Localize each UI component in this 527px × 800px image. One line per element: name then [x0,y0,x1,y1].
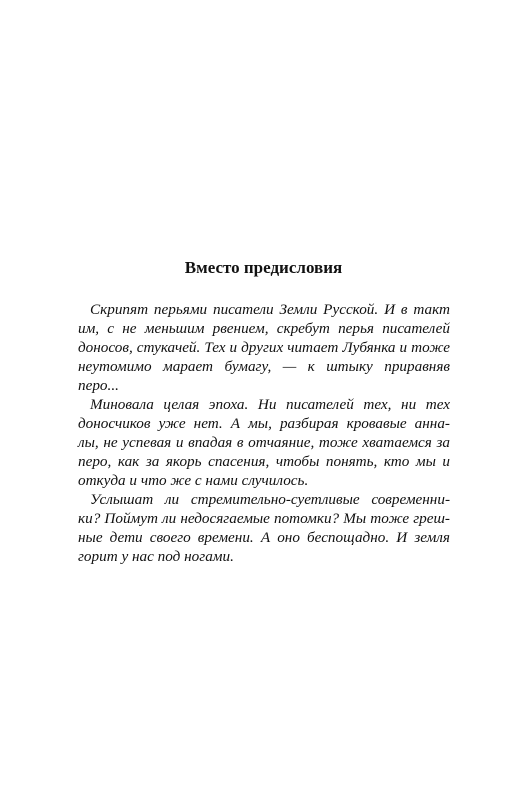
paragraph-3 [78,490,450,566]
text-line: им, с не меньшим рвением, скребут перья писателей [78,320,450,337]
text-line: доносов, стукачей. Тех и других читает Лубянка и тоже [78,339,450,356]
text-line: перо, как за якорь спасения, чтобы понять, кто мы и [78,453,450,470]
body-text [78,300,450,566]
paragraph-2 [78,395,450,490]
text-line: горит у нас под ногами. [78,548,234,565]
text-line: ки? Поймут ли недосягаемые потомки? Мы тоже греш- [78,510,450,527]
text-line: доносчиков уже нет. А мы, разбирая кровавые анна- [78,415,450,432]
text-line: перо... [78,377,119,394]
chapter-heading: Вместо предисловия [184,258,343,277]
text-line: ные дети своего времени. А оно беспощадно. И земля [78,529,450,546]
paragraph-1 [78,300,450,395]
text-line: Миновала целая эпоха. Ни писателей тех, ни тех [90,396,450,413]
text-line: неутомимо марает бумагу, — к штыку приравняв [78,358,450,375]
text-line: Услышат ли стремительно-суетливые современни- [90,491,450,508]
text-line: Скрипят перьями писатели Земли Русской. И в такт [90,301,450,318]
text-line: лы, не успевая и впадая в отчаяние, тоже хватаемся за [78,434,450,451]
text-line: откуда и что же с нами случилось. [78,472,309,489]
